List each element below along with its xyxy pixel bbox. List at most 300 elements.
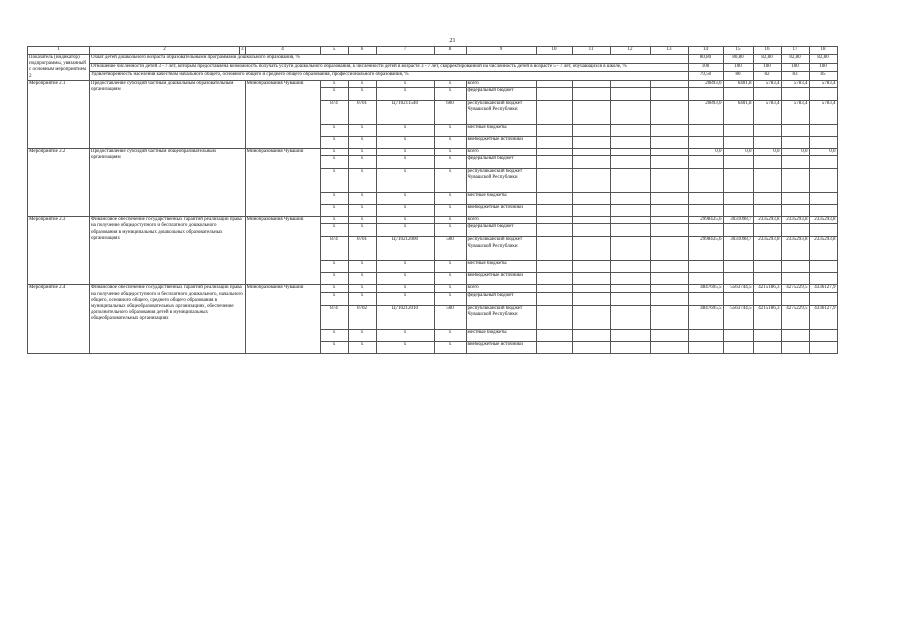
budget-code-target: x	[376, 329, 434, 341]
empty-cell	[650, 292, 688, 305]
empty-cell	[650, 88, 688, 101]
indicator-value: 82	[753, 72, 781, 81]
budget-code-target: x	[376, 261, 434, 273]
budget-code-section: x	[348, 80, 376, 87]
funding-value: 5783,4	[753, 101, 781, 125]
funding-value: 20893,0	[688, 101, 723, 125]
funding-value	[781, 292, 809, 305]
budget-code-section: x	[348, 137, 376, 149]
budget-code-type: x	[434, 88, 466, 101]
budget-code-target: x	[376, 125, 434, 137]
funding-value	[753, 137, 781, 149]
empty-cell	[536, 101, 572, 125]
budget-code-target: Ц710211540	[376, 101, 434, 125]
funding-value	[753, 261, 781, 273]
funding-value	[753, 205, 781, 217]
indicator-value: 100	[809, 63, 837, 72]
budget-code-section: 0701	[348, 101, 376, 125]
budget-code-section: x	[348, 273, 376, 285]
funding-value	[723, 193, 753, 205]
funding-value: 2335293,8	[753, 237, 781, 261]
funding-source: всего	[466, 285, 536, 292]
empty-cell	[650, 285, 688, 292]
budget-code-section: x	[348, 193, 376, 205]
empty-cell	[536, 88, 572, 101]
funding-value: 4215186,3	[753, 285, 781, 292]
funding-value: 6401,8	[723, 80, 753, 87]
empty-cell	[572, 193, 610, 205]
empty-cell	[610, 149, 650, 156]
funding-value: 2998435,6	[688, 237, 723, 261]
empty-cell	[650, 205, 688, 217]
measure-name: Мероприятие 2.4	[28, 285, 90, 353]
funding-value	[809, 137, 837, 149]
empty-cell	[650, 224, 688, 237]
funding-value	[753, 292, 781, 305]
empty-cell	[572, 101, 610, 125]
funding-source: федеральный бюджет	[466, 156, 536, 169]
empty-cell	[610, 193, 650, 205]
funding-value	[688, 193, 723, 205]
budget-code-target: Ц710212010	[376, 305, 434, 329]
budget-code-grbs: 874	[320, 305, 348, 329]
column-number: 2	[90, 47, 240, 55]
empty-cell	[650, 261, 688, 273]
funding-value	[781, 137, 809, 149]
empty-cell	[572, 88, 610, 101]
budget-code-section: x	[348, 125, 376, 137]
funding-value	[753, 88, 781, 101]
empty-cell	[536, 261, 572, 273]
budget-code-grbs: x	[320, 205, 348, 217]
funding-value	[753, 169, 781, 193]
funding-value: 4336127,9	[809, 285, 837, 292]
empty-cell	[536, 273, 572, 285]
funding-value	[753, 329, 781, 341]
budget-code-target: x	[376, 224, 434, 237]
budget-code-section: 0702	[348, 305, 376, 329]
budget-code-type: x	[434, 193, 466, 205]
funding-value: 2335293,8	[781, 237, 809, 261]
empty-cell	[650, 341, 688, 353]
indicator-value: 100	[688, 63, 723, 72]
funding-value	[723, 273, 753, 285]
column-number: 12	[610, 47, 650, 55]
budget-code-type: x	[434, 137, 466, 149]
indicator-value: 82,80	[781, 55, 809, 64]
empty-cell	[536, 169, 572, 193]
funding-value: 5783,4	[781, 101, 809, 125]
funding-value	[688, 169, 723, 193]
empty-cell	[610, 292, 650, 305]
budget-code-grbs: x	[320, 149, 348, 156]
column-number: 16	[753, 47, 781, 55]
empty-cell	[650, 237, 688, 261]
funding-value: 5563744,5	[723, 285, 753, 292]
funding-source: внебюджетные источники	[466, 137, 536, 149]
empty-cell	[650, 137, 688, 149]
funding-value	[809, 205, 837, 217]
funding-value	[809, 273, 837, 285]
funding-value	[688, 156, 723, 169]
budget-code-grbs: 874	[320, 101, 348, 125]
funding-value	[688, 205, 723, 217]
funding-value	[809, 224, 837, 237]
funding-value	[688, 273, 723, 285]
measure-executor: Минобразования Чувашии	[245, 149, 320, 217]
indicator-value: 80,80	[688, 55, 723, 64]
funding-source: республиканский бюджет Чувашской Республики	[466, 237, 536, 261]
budget-code-type: x	[434, 285, 466, 292]
budget-code-grbs: x	[320, 329, 348, 341]
funding-value: 2335293,8	[809, 217, 837, 224]
funding-value	[723, 329, 753, 341]
budget-code-section: 0701	[348, 237, 376, 261]
budget-code-target: x	[376, 341, 434, 353]
funding-value	[809, 261, 837, 273]
funding-source: местные бюджеты	[466, 329, 536, 341]
funding-source: всего	[466, 217, 536, 224]
empty-cell	[536, 137, 572, 149]
indicator-value: 82,80	[753, 55, 781, 64]
measure-name: Мероприятие 2.1	[28, 80, 90, 148]
indicator-value: 80,80	[723, 55, 753, 64]
budget-code-section: x	[348, 329, 376, 341]
column-number: 15	[723, 47, 753, 55]
budget-code-grbs: x	[320, 137, 348, 149]
measure-row	[28, 217, 838, 224]
budget-code-grbs: x	[320, 88, 348, 101]
measure-row	[28, 149, 838, 156]
budget-code-grbs: x	[320, 341, 348, 353]
funding-value	[723, 137, 753, 149]
empty-cell	[610, 329, 650, 341]
empty-cell	[610, 305, 650, 329]
budget-code-grbs: x	[320, 285, 348, 292]
funding-source: внебюджетные источники	[466, 273, 536, 285]
funding-value	[753, 156, 781, 169]
program-table	[27, 46, 838, 354]
measure-name: Мероприятие 2.3	[28, 217, 90, 285]
empty-cell	[572, 237, 610, 261]
budget-code-grbs: x	[320, 193, 348, 205]
funding-value	[781, 224, 809, 237]
budget-code-grbs: x	[320, 80, 348, 87]
funding-value	[723, 292, 753, 305]
funding-value: 5783,4	[809, 101, 837, 125]
empty-cell	[610, 273, 650, 285]
funding-value: 0,0	[809, 149, 837, 156]
empty-cell	[572, 292, 610, 305]
budget-code-grbs: x	[320, 261, 348, 273]
budget-code-grbs: x	[320, 125, 348, 137]
indicator-value: 80	[723, 72, 753, 81]
empty-cell	[610, 88, 650, 101]
funding-source: всего	[466, 149, 536, 156]
budget-code-type: x	[434, 217, 466, 224]
empty-cell	[650, 101, 688, 125]
measure-row	[28, 80, 838, 87]
funding-value	[723, 88, 753, 101]
empty-cell	[610, 237, 650, 261]
indicator-label: Показатель (индикатор) подпрограммы, увязанный с основным мероприятием 2	[28, 55, 90, 81]
measure-executor: Минобразования Чувашии	[245, 285, 320, 353]
budget-code-grbs: x	[320, 217, 348, 224]
budget-code-type: x	[434, 125, 466, 137]
budget-code-section: x	[348, 205, 376, 217]
indicator-text: Отношение численности детей 3 - 7 лет, которым предоставлена возможность получать услуги дошкольного образования, к численности детей в возрасте 3 - 7 лет, скорректированной на численность детей в возрасте 5 - 7 лет, обучающихся в школе, %	[90, 63, 689, 72]
funding-value: 4215186,3	[753, 305, 781, 329]
budget-code-grbs: x	[320, 224, 348, 237]
empty-cell	[610, 101, 650, 125]
budget-code-target: x	[376, 285, 434, 292]
budget-code-type: x	[434, 80, 466, 87]
funding-value	[781, 329, 809, 341]
budget-code-target: x	[376, 273, 434, 285]
indicator-value: 100	[753, 63, 781, 72]
funding-source: федеральный бюджет	[466, 292, 536, 305]
empty-cell	[650, 149, 688, 156]
funding-value	[753, 341, 781, 353]
column-number: 3	[240, 47, 246, 55]
funding-value	[688, 292, 723, 305]
funding-source: местные бюджеты	[466, 261, 536, 273]
budget-code-target: Ц710212000	[376, 237, 434, 261]
budget-code-target: x	[376, 193, 434, 205]
empty-cell	[536, 224, 572, 237]
column-number: 10	[536, 47, 572, 55]
funding-value	[753, 193, 781, 205]
budget-code-type: 500	[434, 237, 466, 261]
empty-cell	[572, 224, 610, 237]
measure-executor: Минобразования Чувашии	[245, 80, 320, 148]
budget-code-type: x	[434, 224, 466, 237]
funding-value	[688, 329, 723, 341]
funding-value	[688, 137, 723, 149]
empty-cell	[536, 149, 572, 156]
funding-value	[781, 125, 809, 137]
funding-value	[781, 205, 809, 217]
funding-value	[753, 125, 781, 137]
indicator-row	[28, 72, 838, 81]
empty-cell	[536, 125, 572, 137]
column-number: 17	[781, 47, 809, 55]
budget-code-section: x	[348, 149, 376, 156]
funding-value: 3031098,7	[723, 237, 753, 261]
funding-value	[781, 193, 809, 205]
budget-code-type: x	[434, 169, 466, 193]
empty-cell	[650, 329, 688, 341]
empty-cell	[572, 137, 610, 149]
funding-source: федеральный бюджет	[466, 224, 536, 237]
funding-value: 20893,0	[688, 80, 723, 87]
funding-value	[781, 169, 809, 193]
measure-name: Мероприятие 2.2	[28, 149, 90, 217]
funding-source: внебюджетные источники	[466, 341, 536, 353]
empty-cell	[572, 149, 610, 156]
funding-value: 5563744,5	[723, 305, 753, 329]
measure-title: Финансовое обеспечение государственных гарантий реализации права на получение общедоступного и бесплатного дошкольного образования в муниципальных дошкольных образовательных организациях	[90, 217, 246, 285]
empty-cell	[536, 193, 572, 205]
column-number: 14	[688, 47, 723, 55]
funding-value	[809, 329, 837, 341]
funding-value: 5783,4	[809, 80, 837, 87]
empty-cell	[572, 329, 610, 341]
funding-value	[688, 125, 723, 137]
budget-code-section: x	[348, 88, 376, 101]
indicator-value: 83	[781, 72, 809, 81]
column-number: 5	[320, 47, 348, 55]
empty-cell	[650, 125, 688, 137]
funding-value	[688, 224, 723, 237]
funding-value	[688, 341, 723, 353]
funding-value: 2998435,6	[688, 217, 723, 224]
funding-value	[781, 88, 809, 101]
funding-value: 4847695,5	[688, 305, 723, 329]
funding-value: 3031098,7	[723, 217, 753, 224]
indicator-value: 100	[781, 63, 809, 72]
budget-code-target: x	[376, 205, 434, 217]
funding-value	[809, 169, 837, 193]
indicator-value: 100	[723, 63, 753, 72]
empty-cell	[536, 292, 572, 305]
empty-cell	[572, 80, 610, 87]
funding-source: республиканский бюджет Чувашской Республики	[466, 101, 536, 125]
empty-cell	[610, 205, 650, 217]
empty-cell	[536, 305, 572, 329]
funding-value	[809, 125, 837, 137]
funding-value: 2335293,8	[809, 237, 837, 261]
column-number: 6	[348, 47, 376, 55]
budget-code-type: x	[434, 292, 466, 305]
measure-title: Предоставление субсидий частным дошкольным образовательным организациям	[90, 80, 246, 148]
funding-value: 0,0	[753, 149, 781, 156]
empty-cell	[572, 305, 610, 329]
empty-cell	[536, 217, 572, 224]
budget-code-target: x	[376, 217, 434, 224]
empty-cell	[572, 261, 610, 273]
page-number: 21	[449, 38, 456, 44]
funding-value	[723, 156, 753, 169]
empty-cell	[536, 329, 572, 341]
funding-value: 2335293,8	[753, 217, 781, 224]
measure-executor: Минобразования Чувашии	[245, 217, 320, 285]
funding-source: местные бюджеты	[466, 125, 536, 137]
funding-value: 2335293,8	[781, 217, 809, 224]
budget-code-section: x	[348, 217, 376, 224]
budget-code-section: x	[348, 285, 376, 292]
empty-cell	[572, 285, 610, 292]
funding-value: 4275229,5	[781, 305, 809, 329]
funding-value	[723, 224, 753, 237]
budget-code-type: 500	[434, 305, 466, 329]
empty-cell	[610, 341, 650, 353]
column-number: 13	[650, 47, 688, 55]
funding-value: 5783,4	[781, 80, 809, 87]
budget-code-section: x	[348, 224, 376, 237]
budget-code-section: x	[348, 341, 376, 353]
funding-value	[809, 292, 837, 305]
budget-code-type: 600	[434, 101, 466, 125]
funding-source: всего	[466, 80, 536, 87]
funding-value: 0,0	[688, 149, 723, 156]
budget-code-target: x	[376, 149, 434, 156]
empty-cell	[610, 137, 650, 149]
empty-cell	[536, 341, 572, 353]
column-number: 11	[572, 47, 610, 55]
column-number-row	[28, 47, 838, 55]
empty-cell	[650, 217, 688, 224]
funding-value	[688, 88, 723, 101]
empty-cell	[572, 205, 610, 217]
empty-cell	[650, 156, 688, 169]
funding-value	[753, 273, 781, 285]
funding-source: внебюджетные источники	[466, 205, 536, 217]
empty-cell	[650, 80, 688, 87]
budget-code-type: x	[434, 261, 466, 273]
budget-code-target: x	[376, 80, 434, 87]
indicator-value: 79,50	[688, 72, 723, 81]
budget-code-type: x	[434, 156, 466, 169]
column-number: 7	[376, 47, 434, 55]
empty-cell	[610, 169, 650, 193]
measure-row	[28, 285, 838, 292]
funding-value	[781, 273, 809, 285]
empty-cell	[536, 237, 572, 261]
empty-cell	[610, 285, 650, 292]
indicator-value: 85	[809, 72, 837, 81]
empty-cell	[650, 193, 688, 205]
empty-cell	[536, 205, 572, 217]
funding-value: 4275229,5	[781, 285, 809, 292]
funding-source: местные бюджеты	[466, 193, 536, 205]
funding-value	[781, 156, 809, 169]
indicator-text: Удовлетворенность населения качеством начального общего, основного общего и среднего общего образования, профессионального образования, %	[90, 72, 689, 81]
budget-code-section: x	[348, 156, 376, 169]
budget-code-section: x	[348, 169, 376, 193]
budget-code-grbs: x	[320, 273, 348, 285]
budget-code-type: x	[434, 273, 466, 285]
indicator-text: Охват детей дошкольного возраста образовательными программами дошкольного образования, %	[90, 55, 689, 64]
funding-value	[723, 169, 753, 193]
empty-cell	[572, 273, 610, 285]
funding-value	[809, 193, 837, 205]
budget-code-grbs: x	[320, 169, 348, 193]
budget-code-section: x	[348, 261, 376, 273]
indicator-row	[28, 55, 838, 64]
funding-value	[723, 205, 753, 217]
funding-value	[809, 156, 837, 169]
column-number: 4	[245, 47, 320, 55]
funding-value	[753, 224, 781, 237]
measure-title: Финансовое обеспечение государственных гарантий реализации права на получение общедоступного и бесплатного дошкольного, начального общего, основного общего, среднего общего образования в муниципальных общеобразовательных организациях, обеспечение дополнительного образования детей в муниципальных общеобразовательных организациях	[90, 285, 246, 353]
column-number: 8	[434, 47, 466, 55]
column-number: 9	[466, 47, 536, 55]
empty-cell	[536, 80, 572, 87]
indicator-row	[28, 63, 838, 72]
empty-cell	[572, 217, 610, 224]
empty-cell	[572, 156, 610, 169]
funding-value	[809, 88, 837, 101]
empty-cell	[610, 261, 650, 273]
budget-code-grbs: x	[320, 156, 348, 169]
empty-cell	[536, 285, 572, 292]
budget-code-section: x	[348, 292, 376, 305]
funding-value: 0,0	[723, 149, 753, 156]
indicator-value: 82,80	[809, 55, 837, 64]
budget-code-type: x	[434, 341, 466, 353]
empty-cell	[610, 125, 650, 137]
